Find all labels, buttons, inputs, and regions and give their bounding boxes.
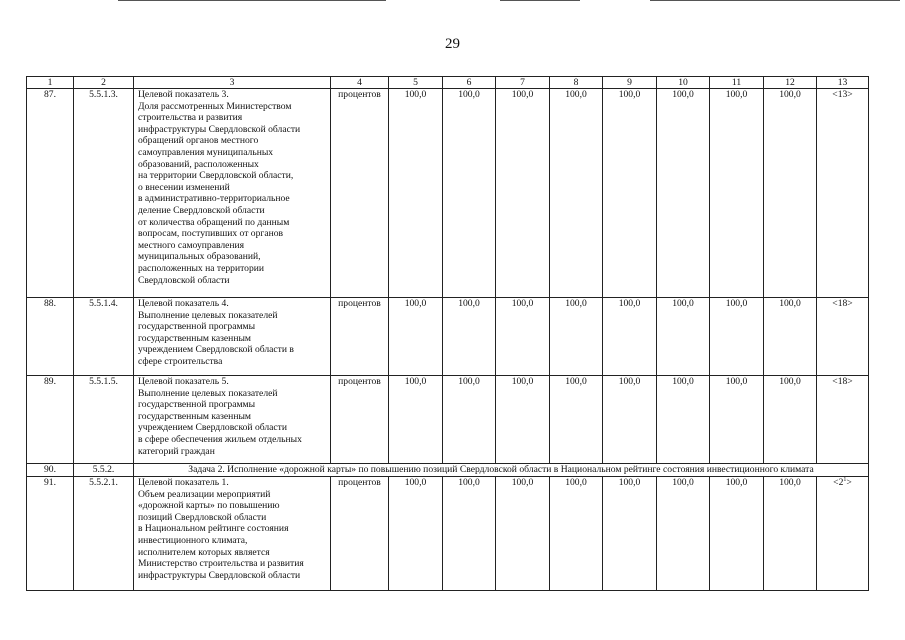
value-cell: 100,0 [710, 89, 764, 298]
value-cell: 100,0 [764, 89, 817, 298]
value-cell: 100,0 [496, 477, 550, 591]
value-cell: 100,0 [603, 376, 657, 464]
header-cell: 12 [764, 77, 817, 89]
row-number: 89. [27, 376, 74, 464]
value-cell: 100,0 [764, 477, 817, 591]
table-row [27, 298, 869, 376]
value-cell: 100,0 [550, 376, 603, 464]
row-number: 87. [27, 89, 74, 298]
value-cell: 100,0 [496, 298, 550, 376]
value-cell: 100,0 [603, 89, 657, 298]
value-cell: 100,0 [389, 376, 443, 464]
value-cell: 100,0 [443, 376, 496, 464]
unit-cell: процентов [331, 376, 389, 464]
value-cell: 100,0 [389, 298, 443, 376]
row-number: 90. [27, 464, 74, 477]
header-cell: 9 [603, 77, 657, 89]
value-cell: 100,0 [710, 298, 764, 376]
task-row [27, 464, 869, 477]
header-cell: 7 [496, 77, 550, 89]
header-cell: 11 [710, 77, 764, 89]
scan-edge-line-left [118, 0, 386, 1]
value-cell: 100,0 [550, 477, 603, 591]
indicator-text: Целевой показатель 4. Выполнение целевых показателей государственной программы государственным казенным учреждением Свердловской области в сфере строительства [134, 298, 331, 376]
row-number: 91. [27, 477, 74, 591]
header-cell: 5 [389, 77, 443, 89]
table-row [27, 376, 869, 464]
row-code: 5.5.1.5. [74, 376, 134, 464]
note-close: > [846, 477, 852, 488]
scan-edge-line-right [650, 0, 900, 1]
table-row [27, 477, 869, 591]
value-cell: 100,0 [496, 376, 550, 464]
unit-cell: процентов [331, 298, 389, 376]
row-code: 5.5.2. [74, 464, 134, 477]
page-number: 29 [445, 36, 460, 52]
indicator-text: Целевой показатель 3. Доля рассмотренных Министерством строительства и развития инфраструктуры Свердловской области обращений органов местного самоуправления муниципальных образований, расположенных на территории Свердловской области, о внесении изменений в административно-территориальное деление Свердловской области от количества обращений по данным вопросам, поступивших от органов местного самоуправления муниципальных образований, расположенных на территории Свердловской области [134, 89, 331, 298]
value-cell: 100,0 [603, 477, 657, 591]
value-cell: 100,0 [764, 376, 817, 464]
row-number: 88. [27, 298, 74, 376]
value-cell: 100,0 [389, 89, 443, 298]
note-open: <2 [833, 477, 844, 488]
header-cell: 3 [134, 77, 331, 89]
unit-cell: процентов [331, 477, 389, 591]
task-heading: Задача 2. Исполнение «дорожной карты» по повышению позиций Свердловской области в Национальном рейтинге состояния инвестиционного климата [134, 464, 869, 477]
value-cell: 100,0 [710, 376, 764, 464]
note-cell: <13> [817, 89, 869, 298]
header-cell: 8 [550, 77, 603, 89]
table-row [27, 89, 869, 298]
note-cell: <18> [817, 376, 869, 464]
value-cell: 100,0 [764, 298, 817, 376]
value-cell: 100,0 [710, 477, 764, 591]
note-cell [817, 477, 869, 591]
indicators-table [26, 76, 869, 591]
row-code: 5.5.1.3. [74, 89, 134, 298]
header-cell: 10 [657, 77, 710, 89]
value-cell: 100,0 [657, 477, 710, 591]
value-cell: 100,0 [550, 89, 603, 298]
value-cell: 100,0 [389, 477, 443, 591]
value-cell: 100,0 [657, 89, 710, 298]
header-cell: 6 [443, 77, 496, 89]
value-cell: 100,0 [443, 298, 496, 376]
header-cell: 1 [27, 77, 74, 89]
row-code: 5.5.2.1. [74, 477, 134, 591]
header-row [27, 77, 869, 89]
row-code: 5.5.1.4. [74, 298, 134, 376]
scan-edge-line-mid [500, 0, 580, 1]
value-cell: 100,0 [603, 298, 657, 376]
indicator-text: Целевой показатель 5. Выполнение целевых показателей государственной программы государственным казенным учреждением Свердловской области в сфере обеспечения жильем отдельных категорий граждан [134, 376, 331, 464]
value-cell: 100,0 [443, 89, 496, 298]
header-cell: 2 [74, 77, 134, 89]
value-cell: 100,0 [496, 89, 550, 298]
indicator-text: Целевой показатель 1. Объем реализации мероприятий «дорожной карты» по повышению позиций Свердловской области в Национальном рейтинге состояния инвестиционного климата, исполнителем которых является Министерство строительства и развития инфраструктуры Свердловской области [134, 477, 331, 591]
value-cell: 100,0 [443, 477, 496, 591]
value-cell: 100,0 [550, 298, 603, 376]
value-cell: 100,0 [657, 376, 710, 464]
unit-cell: процентов [331, 89, 389, 298]
value-cell: 100,0 [657, 298, 710, 376]
header-cell: 4 [331, 77, 389, 89]
header-cell: 13 [817, 77, 869, 89]
note-superscript: 1 [843, 476, 847, 483]
note-cell: <18> [817, 298, 869, 376]
